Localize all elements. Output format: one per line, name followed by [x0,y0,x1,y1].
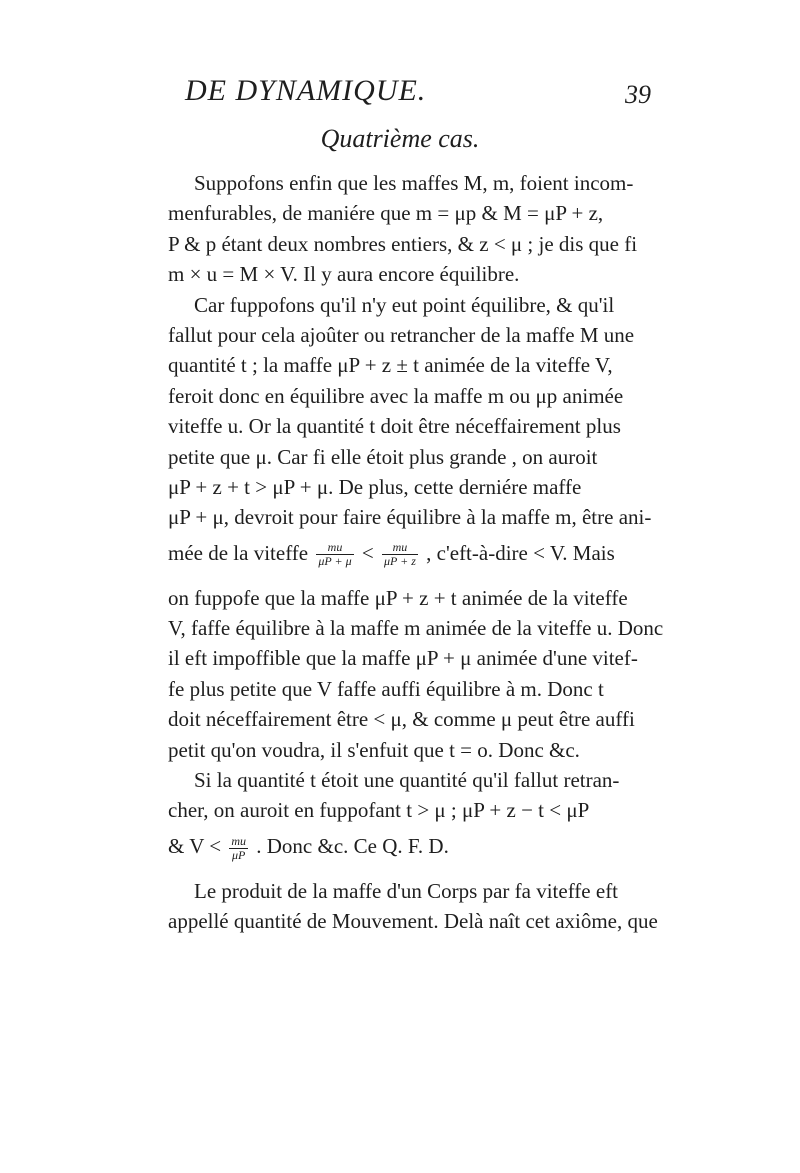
fraction-3 [229,835,248,862]
page-header [0,70,800,110]
text-line: Le produit de la maffe d'un Corps par fa viteffe eft [194,878,619,903]
final-line-before: & V < [168,833,222,858]
fraction-1-numerator: mu [327,540,343,555]
text-line: petit qu'on voudra, il s'enfuit que t = o. Donc &c. [168,737,580,762]
text-line: V, faffe équilibre à la maffe m animée de la viteffe u. Donc [168,616,664,641]
section-title: Quatrième cas. [320,124,480,153]
text-line: Si la quantité t étoit une quantité qu'il fallut retran- [194,768,620,793]
text-line: fe plus petite que V faffe auffi équilibre à m. Donc t [168,676,604,701]
fraction-1 [316,541,353,568]
fraction-2 [382,541,418,568]
text-line: cher, on auroit en fuppofant t > μ ; μP + z − t < μP [168,798,590,823]
fraction-1-denominator: μP + μ [318,554,352,569]
fraction-2-denominator: μP + z [383,554,416,569]
text-line: Suppofons enfin que les maffes M, m, foient incom- [194,171,634,195]
body-text [168,168,664,937]
text-line: il eft impoffible que la maffe μP + μ animée d'une vitef- [168,646,638,671]
text-line: μP + μ, devroit pour faire équilibre à la maffe m, être ani- [168,505,652,530]
final-line-after: . Donc &c. Ce Q. F. D. [256,833,449,858]
less-than-sign: < [361,540,374,565]
text-line: fallut pour cela ajoûter ou retrancher de la maffe M une [168,322,635,347]
fraction-2-numerator: mu [392,540,408,555]
text-line: quantité t ; la maffe μP + z ± t animée de la viteffe V, [168,353,613,378]
text-line: m × u = M × V. Il y aura encore équilibre. [168,262,520,287]
text-line: P & p étant deux nombres entiers, & z < μ ; je dis que fi [168,231,638,256]
text-line: doit néceffairement être < μ, & comme μ peut être auffi [168,707,635,732]
final-fraction-line [168,826,628,876]
fraction-3-denominator: μP [229,848,248,862]
text-line: appellé quantité de Mouvement. Delà naît cet axiôme, que [168,909,658,934]
fraction-line-after: , c'eft-à-dire < V. Mais [426,540,615,565]
text-line: μP + z + t > μP + μ. De plus, cette derniére maffe [168,474,582,499]
fraction-line [168,533,628,583]
running-title: DE DYNAMIQUE. [185,74,427,107]
text-line: menfurables, de maniére que m = μp & M = μP + z, [168,201,604,226]
text-line: Car fuppofons qu'il n'y eut point équilibre, & qu'il [194,292,615,317]
text-line: feroit donc en équilibre avec la maffe m ou μp animée [168,383,624,408]
text-line: viteffe u. Or la quantité t doit être néceffairement plus [168,414,621,439]
text-line: on fuppofe que la maffe μP + z + t animée de la viteffe [168,585,628,610]
page-number: 39 [625,80,651,109]
fraction-3-numerator: mu [231,833,247,848]
fraction-line-before: mée de la viteffe [168,540,309,565]
text-line: petite que μ. Car fi elle étoit plus grande , on auroit [168,444,598,469]
